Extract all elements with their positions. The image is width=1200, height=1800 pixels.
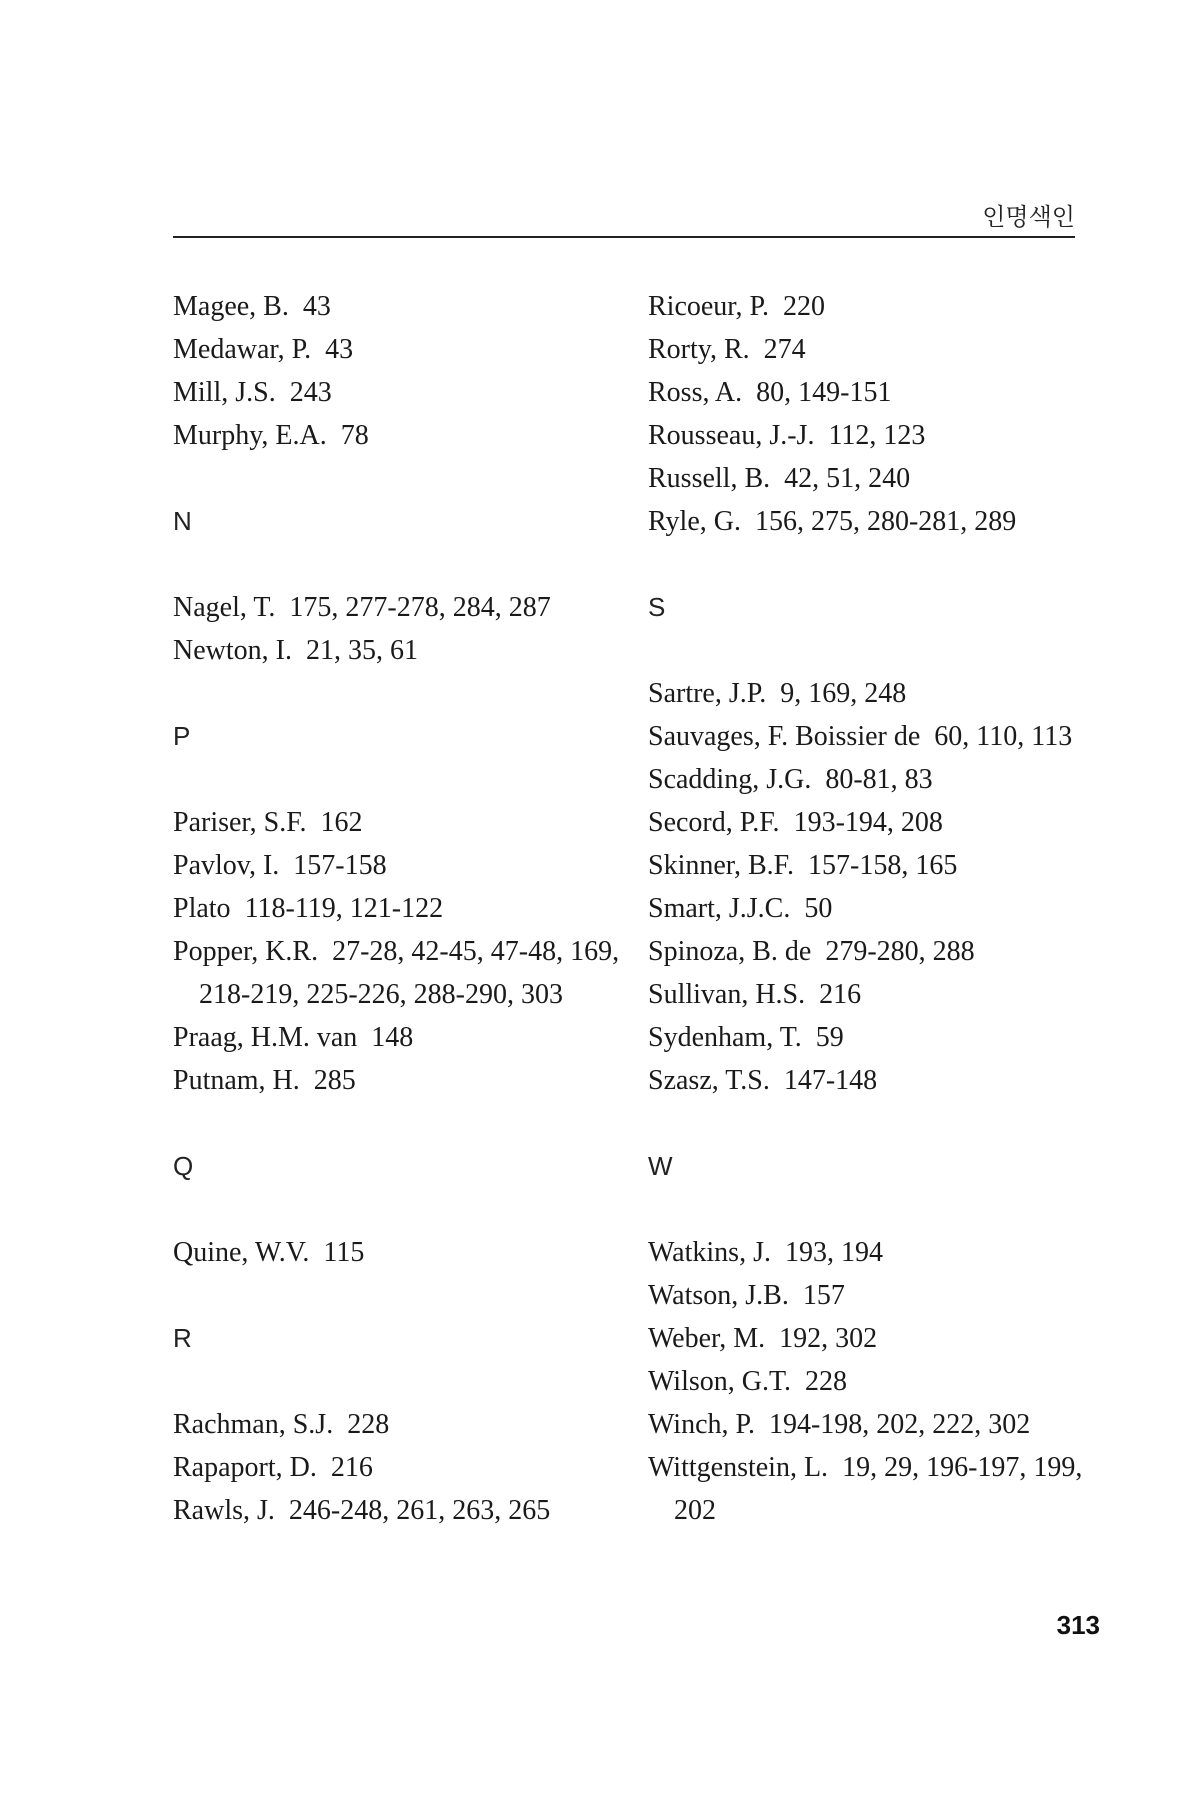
index-entry-pages: 27-28, 42-45, 47-48, 169, 218-219, 225-226, 288-290, 303: [199, 936, 620, 1010]
index-entry-name: Pavlov, I.: [173, 850, 280, 881]
index-entry-name: Putnam, H.: [173, 1065, 300, 1096]
index-entry-name: Rawls, J.: [173, 1495, 275, 1526]
index-entry-pages: 216: [330, 1452, 373, 1483]
index-entry: [173, 1403, 623, 1446]
index-column-right: [648, 285, 1098, 1532]
index-entry: [173, 586, 623, 629]
index-entry-pages: 194-198, 202, 222, 302: [768, 1409, 1031, 1440]
index-entry-name: Pariser, S.F.: [173, 807, 307, 838]
index-entry: [648, 930, 1098, 973]
index-entry-name: Watkins, J.: [648, 1237, 771, 1268]
index-entry: [173, 801, 623, 844]
index-entry: [648, 414, 1098, 457]
index-entry: [648, 1403, 1098, 1446]
index-entry-pages: 148: [371, 1022, 414, 1053]
index-column-left: [173, 285, 623, 1532]
index-entry: [648, 1274, 1098, 1317]
index-entry-pages: 78: [340, 420, 369, 451]
index-entry-pages: 274: [763, 334, 806, 365]
index-entry-name: Wittgenstein, L.: [648, 1452, 829, 1483]
index-entry-pages: 246-248, 261, 263, 265: [288, 1495, 551, 1526]
index-entry-pages: 42, 51, 240: [784, 463, 911, 494]
index-entry: [648, 328, 1098, 371]
index-entry-name: Ryle, G.: [648, 506, 741, 537]
index-entry-pages: 21, 35, 61: [305, 635, 418, 666]
index-entry-name: Mill, J.S.: [173, 377, 276, 408]
index-entry: [173, 414, 623, 457]
index-section-letter: W: [648, 1151, 673, 1181]
index-entry: [648, 672, 1098, 715]
index-entry-name: Newton, I.: [173, 635, 292, 666]
index-section-letter: R: [173, 1323, 192, 1353]
index-entry-name: Praag, H.M. van: [173, 1022, 358, 1053]
index-entry-name: Russell, B.: [648, 463, 771, 494]
index-entry-name: Medawar, P.: [173, 334, 312, 365]
index-entry-pages: 243: [289, 377, 332, 408]
index-entry-pages: 157-158, 165: [808, 850, 958, 881]
index-entry-pages: 60, 110, 113: [934, 721, 1073, 752]
header-rule: [173, 236, 1075, 238]
index-entry-pages: 228: [805, 1366, 848, 1397]
index-entry-name: Sartre, J.P.: [648, 678, 767, 709]
index-entry: [173, 328, 623, 371]
index-entry: [173, 887, 623, 930]
index-entry-name: Skinner, B.F.: [648, 850, 794, 881]
index-entry-pages: 80, 149-151: [756, 377, 892, 408]
index-entry-pages: 228: [347, 1409, 390, 1440]
index-entry-pages: 157: [802, 1280, 845, 1311]
index-entry: [173, 285, 623, 328]
index-entry-pages: 147-148: [783, 1065, 878, 1096]
index-entry: [648, 457, 1098, 500]
index-entry: [648, 715, 1098, 758]
index-entry: [173, 1231, 623, 1274]
index-entry-pages: 59: [815, 1022, 844, 1053]
index-entry-pages: 175, 277-278, 284, 287: [289, 592, 551, 623]
index-entry-pages: 285: [313, 1065, 356, 1096]
index-entry-name: Wilson, G.T.: [648, 1366, 792, 1397]
index-entry-pages: 43: [302, 291, 331, 322]
index-entry: [648, 1317, 1098, 1360]
index-entry-pages: 192, 302: [779, 1323, 878, 1354]
index-entry-name: Weber, M.: [648, 1323, 766, 1354]
index-entry-pages: 279-280, 288: [825, 936, 975, 967]
index-entry-pages: 162: [320, 807, 363, 838]
page-number: 313: [1056, 1610, 1100, 1640]
index-entry-pages: 50: [804, 893, 833, 924]
index-entry: [648, 371, 1098, 414]
index-entry-name: Rousseau, J.-J.: [648, 420, 815, 451]
index-entry-name: Quine, W.V.: [173, 1237, 310, 1268]
index-entry-pages: 156, 275, 280-281, 289: [754, 506, 1017, 537]
index-entry-name: Plato: [173, 893, 231, 924]
index-entry-pages: 193-194, 208: [793, 807, 943, 838]
index-entry-name: Spinoza, B. de: [648, 936, 812, 967]
index-entry-name: Sauvages, F. Boissier de: [648, 721, 921, 752]
index-entry: [173, 844, 623, 887]
index-entry-name: Magee, B.: [173, 291, 289, 322]
running-head: 인명색인: [982, 203, 1075, 231]
index-entry: [173, 629, 623, 672]
index-section-letter: N: [173, 506, 192, 536]
index-entry-pages: 112, 123: [828, 420, 926, 451]
index-entry: [648, 887, 1098, 930]
index-entry: [648, 973, 1098, 1016]
index-entry-name: Szasz, T.S.: [648, 1065, 770, 1096]
index-entry: [173, 1489, 623, 1532]
index-entry-pages: 9, 169, 248: [780, 678, 907, 709]
index-entry: [648, 1016, 1098, 1059]
index-entry: [648, 844, 1098, 887]
index-entry-name: Rorty, R.: [648, 334, 750, 365]
index-entry-name: Rapaport, D.: [173, 1452, 317, 1483]
index-entry-pages: 118-119, 121-122: [244, 893, 444, 924]
index-entry-name: Ross, A.: [648, 377, 743, 408]
index-entry: [173, 1059, 623, 1102]
index-entry-pages: 216: [819, 979, 862, 1010]
index-entry-pages: 115: [323, 1237, 365, 1268]
index-section-letter: P: [173, 721, 191, 751]
index-entry: [173, 371, 623, 414]
index-entry: [173, 1446, 623, 1489]
index-entry: [648, 1360, 1098, 1403]
index-entry-pages: 80-81, 83: [825, 764, 933, 795]
index-section-letter: S: [648, 592, 666, 622]
index-entry-name: Nagel, T.: [173, 592, 276, 623]
index-entry: [648, 500, 1098, 543]
index-section-letter: Q: [173, 1151, 194, 1181]
index-entry-name: Winch, P.: [648, 1409, 755, 1440]
index-entry-name: Smart, J.J.C.: [648, 893, 791, 924]
index-entry-name: Rachman, S.J.: [173, 1409, 334, 1440]
index-entry-name: Sullivan, H.S.: [648, 979, 806, 1010]
index-entry: [648, 801, 1098, 844]
index-entry: [648, 1446, 1098, 1532]
index-entry: [648, 758, 1098, 801]
index-entry-pages: 43: [325, 334, 354, 365]
index-entry: [648, 1059, 1098, 1102]
index-entry-pages: 157-158: [293, 850, 387, 881]
index-entry-pages: 193, 194: [784, 1237, 883, 1268]
index-entry-name: Popper, K.R.: [173, 936, 319, 967]
index-entry: [173, 1016, 623, 1059]
index-entry-name: Ricoeur, P.: [648, 291, 769, 322]
index-entry-name: Scadding, J.G.: [648, 764, 812, 795]
index-entry: [648, 285, 1098, 328]
index-entry-pages: 220: [782, 291, 825, 322]
index-entry-pages: 19, 29, 196-197, 199, 202: [674, 1452, 1083, 1526]
index-entry-name: Watson, J.B.: [648, 1280, 789, 1311]
index-entry: [648, 1231, 1098, 1274]
index-entry-name: Secord, P.F.: [648, 807, 780, 838]
index-entry-name: Sydenham, T.: [648, 1022, 802, 1053]
index-entry-name: Murphy, E.A.: [173, 420, 327, 451]
index-entry: [173, 930, 623, 1016]
